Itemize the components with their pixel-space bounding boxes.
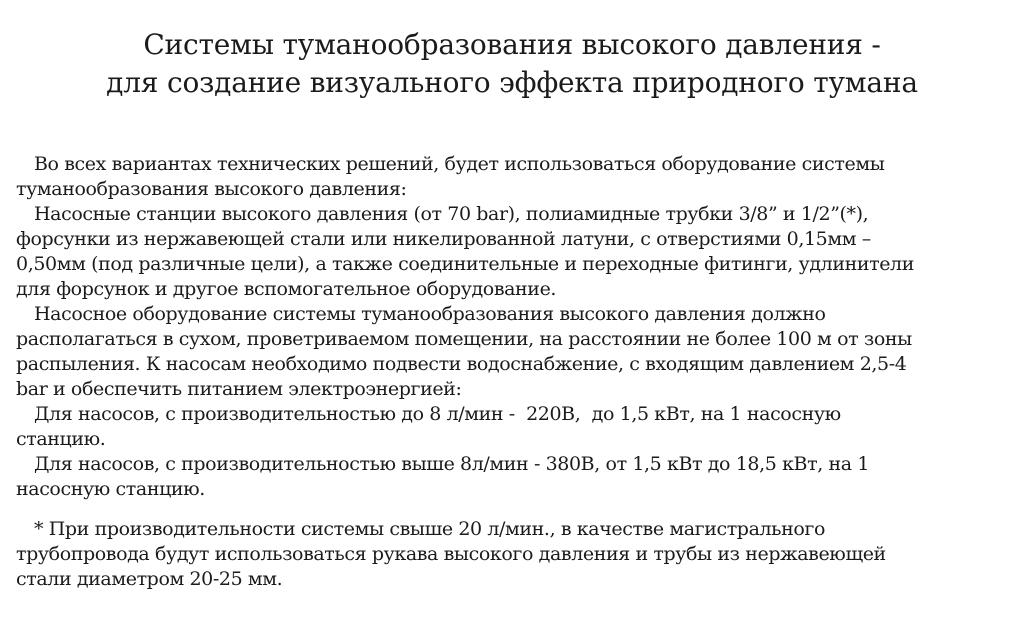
footnote-line: * При производительности системы свыше 20 л/мин., в качестве магистрального <box>34 518 826 540</box>
paragraph-line: располагаться в сухом, проветриваемом помещении, на расстоянии не более 100 м от зоны <box>16 328 912 350</box>
title-line: Системы туманообразования высокого давления - <box>143 28 881 61</box>
paragraph <box>16 302 1010 402</box>
paragraph <box>16 202 1010 302</box>
footnote-line: трубопровода будут использоваться рукава высокого давления и трубы из нержавеющей <box>16 543 886 565</box>
paragraph-line: Во всех вариантах технических решений, будет использоваться оборудование системы <box>34 153 885 175</box>
document-body <box>16 152 1010 502</box>
paragraph-line: Для насосов, с производительностью до 8 л/мин - 220В, до 1,5 кВт, на 1 насосную <box>34 403 841 425</box>
paragraph <box>16 152 1010 202</box>
paragraph-line: для форсунок и другое вспомогательное оборудование. <box>16 278 557 300</box>
paragraph-line: bar и обеспечить питанием электроэнергией: <box>16 378 462 400</box>
document-footnote <box>16 517 1010 592</box>
footnote-line: стали диаметром 20-25 мм. <box>16 568 283 590</box>
paragraph-line: распыления. К насосам необходимо подвести водоснабжение, с входящим давлением 2,5-4 <box>16 353 907 375</box>
paragraph-line: туманообразования высокого давления: <box>16 178 407 200</box>
paragraph <box>16 402 1010 452</box>
paragraph-line: насосную станцию. <box>16 478 205 500</box>
document-title <box>0 0 1024 102</box>
paragraph-line: Для насосов, с производительностью выше 8л/мин - 380В, от 1,5 кВт до 18,5 кВт, на 1 <box>34 453 870 475</box>
paragraph <box>16 452 1010 502</box>
paragraph-line: Насосное оборудование системы туманообразования высокого давления должно <box>34 303 826 325</box>
paragraph-line: 0,50мм (под различные цели), а также соединительные и переходные фитинги, удлинители <box>16 253 914 275</box>
title-line: для создание визуального эффекта природного тумана <box>106 66 918 99</box>
paragraph-line: Насосные станции высокого давления (от 70 bar), полиамидные трубки 3/8” и 1/2”(*), <box>34 203 869 225</box>
paragraph-line: станцию. <box>16 428 106 450</box>
paragraph-line: форсунки из нержавеющей стали или никелированной латуни, с отверстиями 0,15мм – <box>16 228 871 250</box>
